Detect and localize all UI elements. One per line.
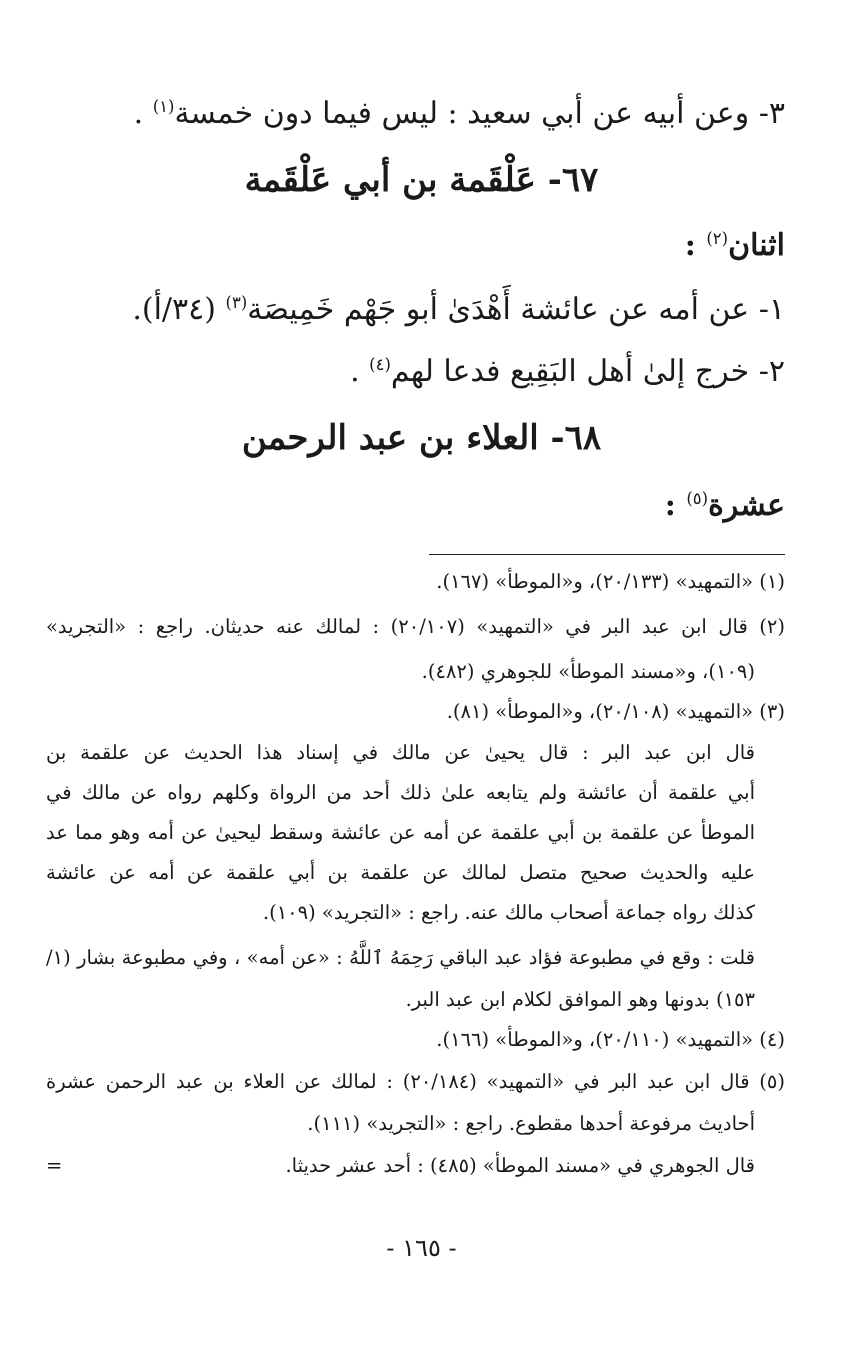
footnote-5-line-3: قال الجوهري في «مسند الموطأ» (٤٨٥) : أحد عشر حديثا.	[285, 1154, 755, 1177]
footnote-1: (١) «التمهيد» (٢٠/١٣٣)، و«الموطأ» (١٦٧).	[436, 570, 785, 593]
footnote-3-line-1: (٣) «التمهيد» (٢٠/١٠٨)، و«الموطأ» (٨١).	[446, 700, 785, 723]
hadith-line-1	[0, 292, 785, 327]
footnote-4: (٤) «التمهيد» (٢٠/١١٠)، و«الموطأ» (١٦٦).	[436, 1028, 785, 1051]
footnote-separator	[429, 554, 785, 555]
section-heading-68: ٦٨- العلاء بن عبد الرحمن	[241, 418, 602, 458]
punctuation: .	[133, 96, 144, 131]
folio-ref: (٣٤/أ).	[132, 292, 216, 327]
footnote-ref-1: (١)	[152, 97, 175, 116]
footnote-3-line-4: الموطأ عن علقمة بن أبي علقمة عن أمه عن عائشة وسقط ليحيىٰ عن أمه وهو مما عد	[46, 821, 755, 844]
footnote-ref-2: (٢)	[706, 229, 729, 248]
count-label-ashara	[0, 488, 785, 523]
footnote-3-line-3: أبي علقمة أن عائشة ولم يتابعه علىٰ ذلك أحد من الرواة وكلهم رواه عن مالك في	[46, 781, 755, 804]
hadith-line-3	[0, 96, 785, 131]
count-label-ithnan	[0, 228, 785, 263]
footnote-3-line-7: قلت : وقع في مطبوعة فؤاد عبد الباقي رَحِمَهُ ٱللَّهُ : «عن أمه» ، وفي مطبوعة بشار (١/	[46, 946, 755, 969]
footnote-5-line-1: (٥) قال ابن عبد البر في «التمهيد» (٢٠/١٨٤) : لمالك عن العلاء بن عبد الرحمن عشرة	[46, 1070, 786, 1093]
count-word: عشرة	[708, 488, 785, 523]
footnote-3-line-8: ١٥٣) بدونها وهو الموافق لكلام ابن عبد البر.	[405, 988, 755, 1011]
punctuation: .	[350, 354, 360, 389]
punctuation: :	[664, 488, 676, 523]
footnote-5-line-2: أحاديث مرفوعة أحدها مقطوع. راجع : «التجريد» (١١١).	[307, 1112, 755, 1135]
punctuation: :	[684, 228, 696, 263]
continued-mark: =	[46, 1154, 63, 1177]
footnote-2-line-2: (١٠٩)، و«مسند الموطأ» للجوهري (٤٨٢).	[421, 660, 755, 683]
footnote-3-line-6: كذلك رواه جماعة أصحاب مالك عنه. راجع : «التجريد» (١٠٩).	[262, 901, 755, 924]
footnote-2-line-1: (٢) قال ابن عبد البر في «التمهيد» (٢٠/١٠٧) : لمالك عنه حديثان. راجع : «التجريد»	[46, 615, 785, 638]
footnote-ref-5: (٥)	[686, 489, 709, 508]
page-number: - ١٦٥ -	[386, 1234, 457, 1262]
hadith-text: ٣- وعن أبيه عن أبي سعيد : ليس فيما دون خمسة	[174, 96, 785, 131]
footnote-3-line-2: قال ابن عبد البر : قال يحيىٰ عن مالك في إسناد هذا الحديث عن علقمة بن	[46, 741, 755, 764]
section-heading-67: ٦٧- عَلْقَمة بن أبي عَلْقَمة	[244, 160, 599, 200]
hadith-text: ١- عن أمه عن عائشة أَهْدَىٰ أبو جَهْم خَمِيصَة	[247, 292, 785, 327]
footnote-ref-3: (٣)	[225, 293, 248, 312]
count-word: اثنان	[728, 228, 785, 263]
footnote-3-line-5: عليه والحديث صحيح متصل لمالك عن علقمة بن أبي علقمة عن أمه عن عائشة	[46, 861, 755, 884]
footnote-ref-4: (٤)	[369, 355, 391, 374]
hadith-text: ٢- خرج إلىٰ أهل البَقِيع فدعا لهم	[390, 354, 785, 389]
hadith-line-2	[0, 354, 785, 389]
